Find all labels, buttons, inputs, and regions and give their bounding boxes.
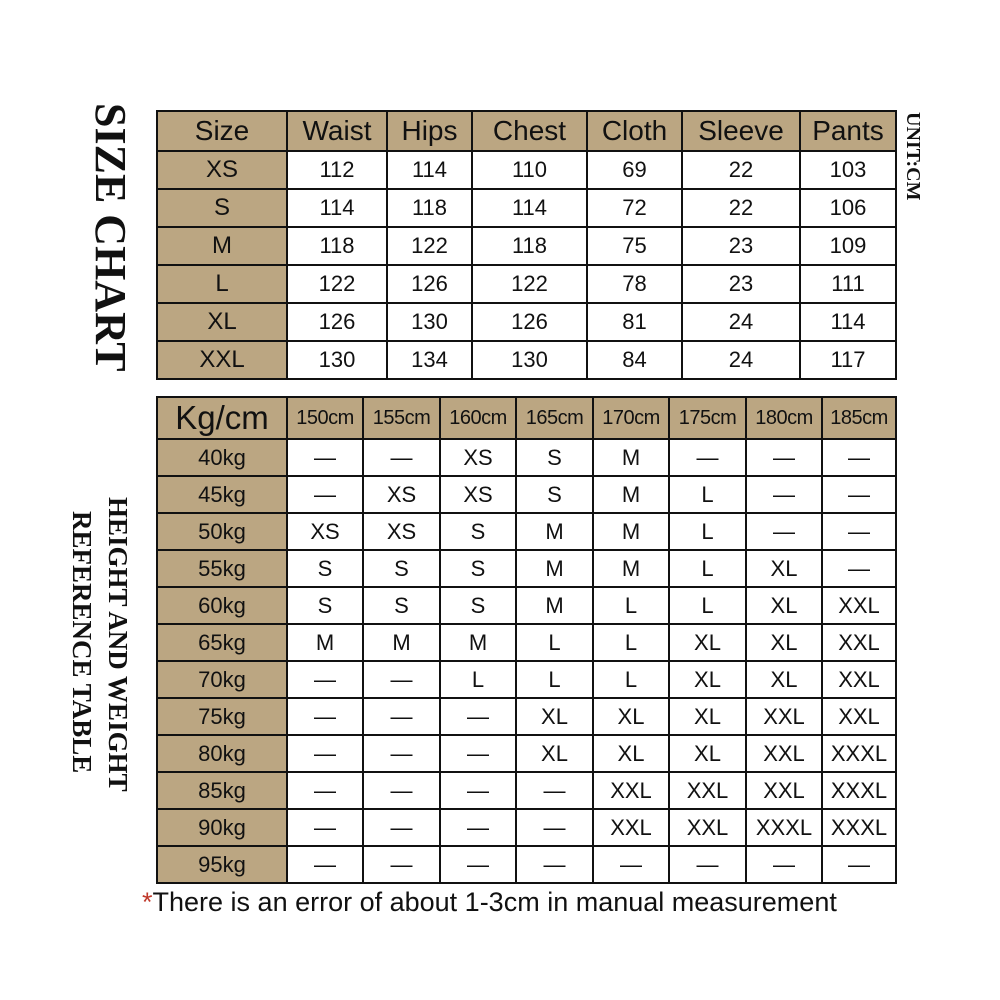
- size-chart-value-cell: 122: [472, 265, 587, 303]
- recommended-size-cell: L: [516, 624, 593, 661]
- recommended-size-cell: XXL: [746, 698, 822, 735]
- recommended-size-cell: S: [440, 550, 516, 587]
- height-column-header: 155cm: [363, 397, 440, 439]
- recommended-size-cell: L: [669, 513, 746, 550]
- recommended-size-cell: —: [746, 513, 822, 550]
- recommended-size-cell: —: [287, 735, 363, 772]
- recommended-size-cell: XXXL: [746, 809, 822, 846]
- recommended-size-cell: M: [516, 550, 593, 587]
- recommended-size-cell: XXXL: [822, 809, 896, 846]
- recommended-size-cell: XXL: [822, 698, 896, 735]
- weight-label-cell: 95kg: [157, 846, 287, 883]
- size-chart-column-header: Chest: [472, 111, 587, 151]
- size-label-cell: M: [157, 227, 287, 265]
- size-chart-value-cell: 22: [682, 151, 800, 189]
- size-chart-table: [156, 110, 897, 380]
- size-chart-value-cell: 114: [800, 303, 896, 341]
- size-chart-column-header: Size: [157, 111, 287, 151]
- weight-label-cell: 40kg: [157, 439, 287, 476]
- height-column-header: 180cm: [746, 397, 822, 439]
- size-chart-value-cell: 126: [287, 303, 387, 341]
- size-chart-value-cell: 114: [472, 189, 587, 227]
- weight-label-cell: 45kg: [157, 476, 287, 513]
- size-chart-value-cell: 23: [682, 265, 800, 303]
- recommended-size-cell: —: [440, 735, 516, 772]
- recommended-size-cell: XXL: [746, 772, 822, 809]
- size-chart-row: [157, 265, 896, 303]
- recommended-size-cell: —: [822, 513, 896, 550]
- recommended-size-cell: M: [593, 513, 669, 550]
- height-column-header: 185cm: [822, 397, 896, 439]
- reference-table-row: [157, 698, 896, 735]
- reference-table-row: [157, 661, 896, 698]
- recommended-size-cell: S: [287, 587, 363, 624]
- recommended-size-cell: XXXL: [822, 772, 896, 809]
- recommended-size-cell: —: [287, 476, 363, 513]
- size-label-cell: XL: [157, 303, 287, 341]
- recommended-size-cell: XS: [440, 439, 516, 476]
- footnote-asterisk: *: [142, 887, 153, 917]
- recommended-size-cell: XL: [746, 661, 822, 698]
- recommended-size-cell: —: [516, 846, 593, 883]
- recommended-size-cell: XL: [593, 698, 669, 735]
- size-chart-value-cell: 134: [387, 341, 472, 379]
- recommended-size-cell: —: [822, 439, 896, 476]
- recommended-size-cell: L: [669, 587, 746, 624]
- recommended-size-cell: —: [363, 439, 440, 476]
- size-chart-value-cell: 126: [472, 303, 587, 341]
- recommended-size-cell: M: [593, 476, 669, 513]
- weight-label-cell: 90kg: [157, 809, 287, 846]
- recommended-size-cell: M: [516, 587, 593, 624]
- recommended-size-cell: XXL: [746, 735, 822, 772]
- recommended-size-cell: XS: [363, 476, 440, 513]
- footnote: [142, 887, 837, 918]
- reference-table-title-line2: REFERENCE TABLE: [67, 511, 97, 774]
- recommended-size-cell: XS: [440, 476, 516, 513]
- recommended-size-cell: —: [669, 439, 746, 476]
- size-chart-column-header: Waist: [287, 111, 387, 151]
- recommended-size-cell: M: [440, 624, 516, 661]
- recommended-size-cell: —: [287, 809, 363, 846]
- weight-label-cell: 65kg: [157, 624, 287, 661]
- size-chart-value-cell: 118: [287, 227, 387, 265]
- recommended-size-cell: —: [593, 846, 669, 883]
- size-chart-row: [157, 341, 896, 379]
- weight-label-cell: 50kg: [157, 513, 287, 550]
- recommended-size-cell: M: [363, 624, 440, 661]
- weight-label-cell: 70kg: [157, 661, 287, 698]
- recommended-size-cell: —: [822, 846, 896, 883]
- size-chart-value-cell: 84: [587, 341, 682, 379]
- recommended-size-cell: XL: [516, 735, 593, 772]
- size-chart-value-cell: 103: [800, 151, 896, 189]
- size-chart-value-cell: 130: [287, 341, 387, 379]
- recommended-size-cell: XL: [746, 587, 822, 624]
- reference-table-row: [157, 513, 896, 550]
- weight-label-cell: 85kg: [157, 772, 287, 809]
- height-column-header: 160cm: [440, 397, 516, 439]
- height-weight-reference-table: [156, 396, 897, 884]
- recommended-size-cell: L: [669, 550, 746, 587]
- size-chart-value-cell: 126: [387, 265, 472, 303]
- size-chart-column-header: Pants: [800, 111, 896, 151]
- size-chart-value-cell: 75: [587, 227, 682, 265]
- recommended-size-cell: S: [363, 550, 440, 587]
- recommended-size-cell: XXL: [822, 661, 896, 698]
- reference-table-title-line1: HEIGHT AND WEIGHT: [103, 497, 133, 792]
- reference-table-row: [157, 809, 896, 846]
- recommended-size-cell: L: [669, 476, 746, 513]
- recommended-size-cell: XL: [669, 661, 746, 698]
- recommended-size-cell: XS: [287, 513, 363, 550]
- size-chart-row: [157, 303, 896, 341]
- size-chart-value-cell: 69: [587, 151, 682, 189]
- footnote-text: There is an error of about 1-3cm in manual measurement: [152, 887, 837, 917]
- weight-label-cell: 55kg: [157, 550, 287, 587]
- recommended-size-cell: XL: [669, 624, 746, 661]
- recommended-size-cell: XXL: [822, 624, 896, 661]
- recommended-size-cell: —: [746, 439, 822, 476]
- size-chart-value-cell: 110: [472, 151, 587, 189]
- size-chart-value-cell: 22: [682, 189, 800, 227]
- recommended-size-cell: L: [440, 661, 516, 698]
- recommended-size-cell: XL: [516, 698, 593, 735]
- recommended-size-cell: L: [516, 661, 593, 698]
- recommended-size-cell: —: [746, 846, 822, 883]
- size-chart-column-header: Hips: [387, 111, 472, 151]
- recommended-size-cell: M: [516, 513, 593, 550]
- size-chart-value-cell: 81: [587, 303, 682, 341]
- recommended-size-cell: XS: [363, 513, 440, 550]
- reference-table-row: [157, 550, 896, 587]
- recommended-size-cell: L: [593, 661, 669, 698]
- recommended-size-cell: L: [593, 624, 669, 661]
- recommended-size-cell: —: [287, 772, 363, 809]
- recommended-size-cell: —: [746, 476, 822, 513]
- size-label-cell: XXL: [157, 341, 287, 379]
- size-chart-value-cell: 112: [287, 151, 387, 189]
- recommended-size-cell: L: [593, 587, 669, 624]
- recommended-size-cell: —: [287, 439, 363, 476]
- size-chart-value-cell: 111: [800, 265, 896, 303]
- recommended-size-cell: XL: [746, 550, 822, 587]
- size-chart-value-cell: 24: [682, 341, 800, 379]
- recommended-size-cell: S: [516, 476, 593, 513]
- recommended-size-cell: —: [363, 735, 440, 772]
- reference-table-corner-label: Kg/cm: [157, 397, 287, 439]
- size-chart-header-row: [157, 111, 896, 151]
- recommended-size-cell: S: [516, 439, 593, 476]
- recommended-size-cell: XL: [669, 698, 746, 735]
- recommended-size-cell: —: [516, 772, 593, 809]
- recommended-size-cell: XXL: [669, 809, 746, 846]
- recommended-size-cell: S: [440, 513, 516, 550]
- recommended-size-cell: —: [363, 661, 440, 698]
- recommended-size-cell: —: [287, 661, 363, 698]
- recommended-size-cell: —: [822, 550, 896, 587]
- size-chart-value-cell: 130: [387, 303, 472, 341]
- recommended-size-cell: S: [440, 587, 516, 624]
- reference-table-row: [157, 735, 896, 772]
- recommended-size-cell: XL: [669, 735, 746, 772]
- recommended-size-cell: —: [363, 698, 440, 735]
- size-label-cell: S: [157, 189, 287, 227]
- size-chart-value-cell: 106: [800, 189, 896, 227]
- recommended-size-cell: M: [593, 550, 669, 587]
- recommended-size-cell: XL: [746, 624, 822, 661]
- reference-table-row: [157, 772, 896, 809]
- size-chart-value-cell: 122: [287, 265, 387, 303]
- recommended-size-cell: S: [287, 550, 363, 587]
- recommended-size-cell: XXL: [593, 772, 669, 809]
- recommended-size-cell: —: [440, 772, 516, 809]
- height-column-header: 165cm: [516, 397, 593, 439]
- recommended-size-cell: —: [440, 698, 516, 735]
- size-chart-row: [157, 151, 896, 189]
- recommended-size-cell: —: [363, 846, 440, 883]
- size-chart-value-cell: 23: [682, 227, 800, 265]
- size-chart-row: [157, 189, 896, 227]
- reference-table-row: [157, 846, 896, 883]
- recommended-size-cell: —: [363, 772, 440, 809]
- recommended-size-cell: —: [440, 846, 516, 883]
- size-chart-value-cell: 78: [587, 265, 682, 303]
- weight-label-cell: 80kg: [157, 735, 287, 772]
- height-column-header: 170cm: [593, 397, 669, 439]
- recommended-size-cell: XXL: [669, 772, 746, 809]
- recommended-size-cell: —: [669, 846, 746, 883]
- weight-label-cell: 75kg: [157, 698, 287, 735]
- height-column-header: 150cm: [287, 397, 363, 439]
- reference-table-row: [157, 439, 896, 476]
- size-chart-value-cell: 118: [387, 189, 472, 227]
- size-chart-row: [157, 227, 896, 265]
- recommended-size-cell: —: [822, 476, 896, 513]
- recommended-size-cell: XL: [593, 735, 669, 772]
- recommended-size-cell: M: [287, 624, 363, 661]
- reference-table-row: [157, 624, 896, 661]
- recommended-size-cell: XXXL: [822, 735, 896, 772]
- reference-table-header-row: [157, 397, 896, 439]
- size-chart-value-cell: 109: [800, 227, 896, 265]
- recommended-size-cell: M: [593, 439, 669, 476]
- recommended-size-cell: —: [287, 698, 363, 735]
- size-chart-value-cell: 122: [387, 227, 472, 265]
- weight-label-cell: 60kg: [157, 587, 287, 624]
- recommended-size-cell: XXL: [822, 587, 896, 624]
- recommended-size-cell: —: [440, 809, 516, 846]
- recommended-size-cell: —: [363, 809, 440, 846]
- size-label-cell: XS: [157, 151, 287, 189]
- size-chart-value-cell: 72: [587, 189, 682, 227]
- reference-table-row: [157, 476, 896, 513]
- size-chart-title: SIZE CHART: [86, 103, 135, 372]
- size-chart-value-cell: 130: [472, 341, 587, 379]
- recommended-size-cell: S: [363, 587, 440, 624]
- size-chart-value-cell: 117: [800, 341, 896, 379]
- reference-table-row: [157, 587, 896, 624]
- size-label-cell: L: [157, 265, 287, 303]
- size-chart-column-header: Sleeve: [682, 111, 800, 151]
- size-chart-value-cell: 114: [387, 151, 472, 189]
- size-chart-value-cell: 24: [682, 303, 800, 341]
- recommended-size-cell: —: [287, 846, 363, 883]
- height-column-header: 175cm: [669, 397, 746, 439]
- recommended-size-cell: —: [516, 809, 593, 846]
- size-chart-value-cell: 114: [287, 189, 387, 227]
- size-chart-value-cell: 118: [472, 227, 587, 265]
- unit-label: UNIT:CM: [902, 112, 924, 201]
- size-chart-column-header: Cloth: [587, 111, 682, 151]
- recommended-size-cell: XXL: [593, 809, 669, 846]
